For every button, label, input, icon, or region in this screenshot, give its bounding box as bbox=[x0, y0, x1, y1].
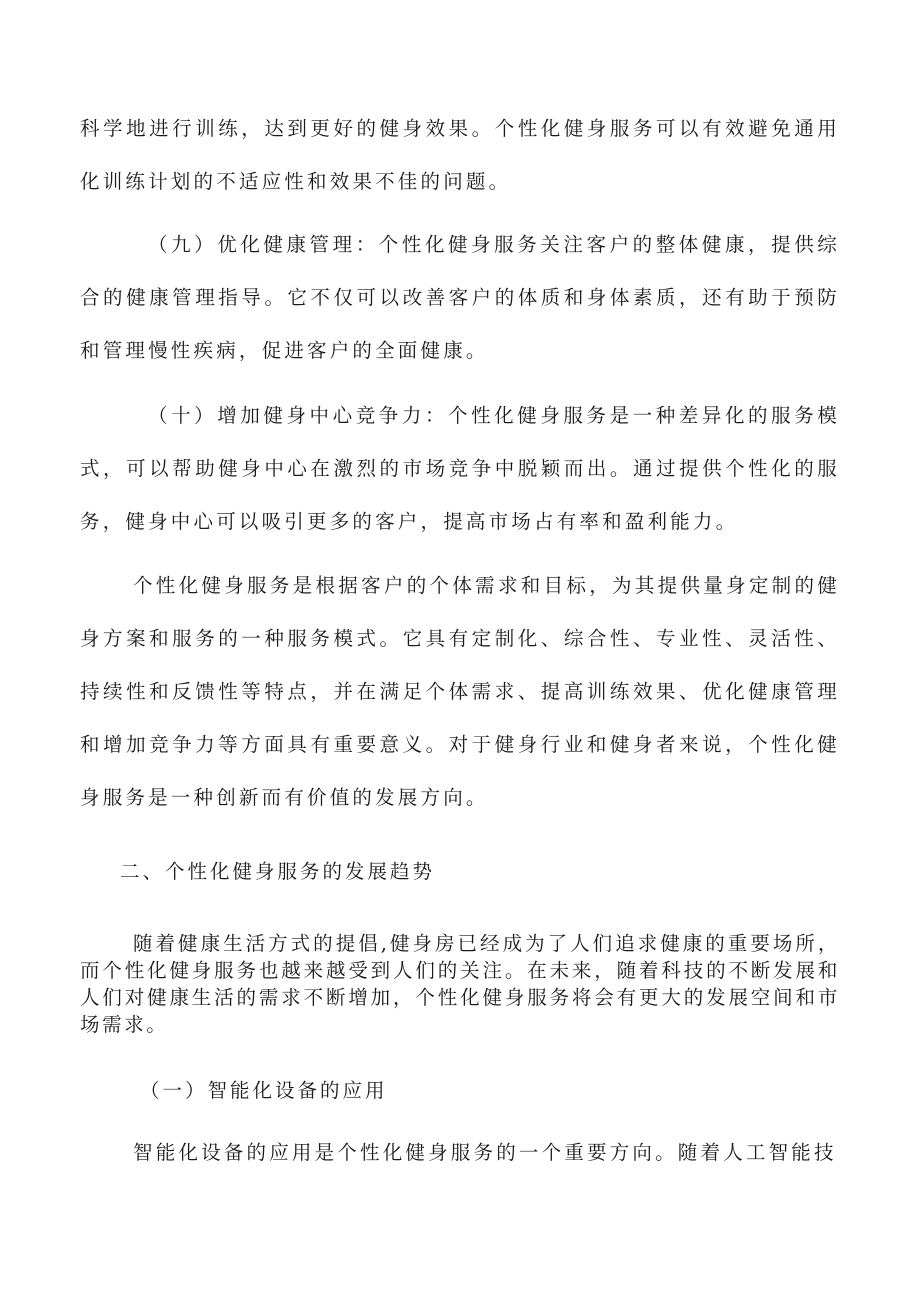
paragraph-training-effect: 科学地进行训练，达到更好的健身效果。个性化健身服务可以有效避免通用化训练计划的不适应性和效果不佳的问题。 bbox=[80, 117, 840, 193]
section-heading-trends: 二、个性化健身服务的发展趋势 bbox=[120, 860, 436, 883]
paragraph-smart-devices: 智能化设备的应用是个性化健身服务的一个重要方向。随着人工智能技 bbox=[133, 1141, 837, 1164]
paragraph-competitiveness: （十）增加健身中心竞争力：个性化健身服务是一种差异化的服务模式，可以帮助健身中心在激烈的市场竞争中脱颖而出。通过提供个性化的服务，健身中心可以吸引更多的客户，提高市场占有率和盈利能力。 bbox=[80, 404, 840, 533]
subsection-heading-smart-devices: （一）智能化设备的应用 bbox=[140, 1079, 388, 1102]
paragraph-summary: 个性化健身服务是根据客户的个体需求和目标，为其提供量身定制的健身方案和服务的一种服务模式。它具有定制化、综合性、专业性、灵活性、持续性和反馈性等特点，并在满足个体需求、提高训练效果、优化健康管理和增加竞争力等方面具有重要意义。对于健身行业和健身者来说，个性化健身服务是一种创新而有价值的发展方向。 bbox=[80, 574, 840, 809]
paragraph-health-management: （九）优化健康管理：个性化健身服务关注客户的整体健康，提供综合的健康管理指导。它不仅可以改善客户的体质和身体素质，还有助于预防和管理慢性疾病，促进客户的全面健康。 bbox=[80, 233, 840, 362]
paragraph-trend-intro: 随着健康生活方式的提倡,健身房已经成为了人们追求健康的重要场所，而个性化健身服务也越来越受到人们的关注。在未来，随着科技的不断发展和人们对健康生活的需求不断增加，个性化健身服务将会有更大的发展空间和市场需求。 bbox=[80, 932, 840, 1036]
